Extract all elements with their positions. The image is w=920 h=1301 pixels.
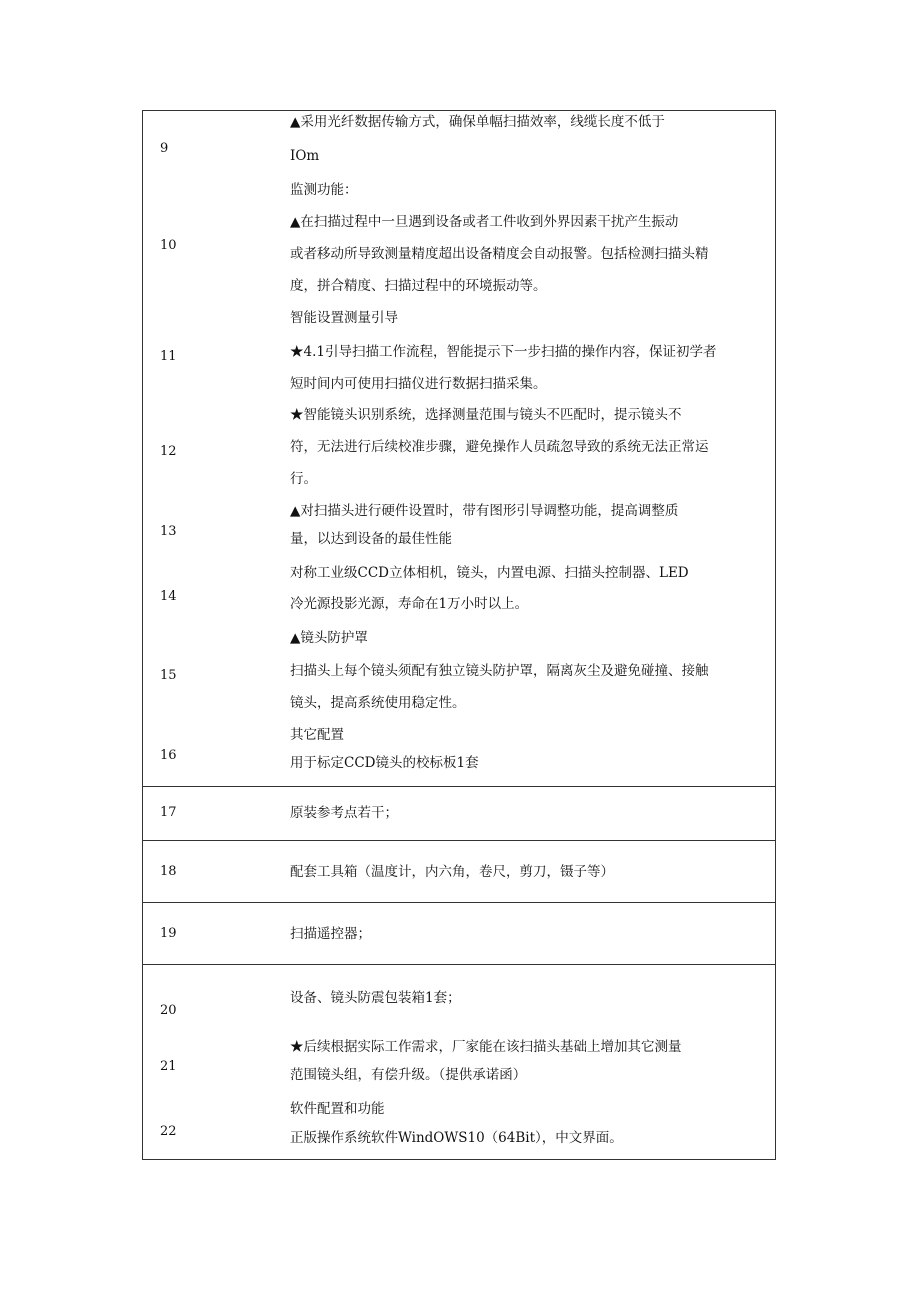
row-text-line: 符，无法进行后续校准步骤，避免操作人员疏忽导致的系统无法正常运 <box>290 439 709 455</box>
row-text-line: 量，以达到设备的最佳性能 <box>290 531 452 547</box>
row-number: 22 <box>160 1124 177 1139</box>
row-text-line: 配套工具箱（温度计，内六角，卷尺，剪刀，镊子等） <box>290 864 614 880</box>
row-text-line: ★后续根据实际工作需求，厂家能在该扫描头基础上增加其它测量 <box>290 1039 682 1055</box>
row-text-line: ▲采用光纤数据传输方式，确保单幅扫描效率，线缆长度不低于 <box>290 114 665 130</box>
row-divider <box>142 964 776 965</box>
row-text-line: 监测功能： <box>290 182 358 198</box>
row-number: 19 <box>160 926 177 941</box>
row-number: 15 <box>160 668 177 683</box>
row-text-line: 扫描遥控器； <box>290 926 371 942</box>
row-text-line: ▲在扫描过程中一旦遇到设备或者工件收到外界因素干扰产生振动 <box>290 214 679 230</box>
row-text-line: 智能设置测量引导 <box>290 310 398 326</box>
row-text-line: ▲对扫描头进行硬件设置时，带有图形引导调整功能，提高调整质 <box>290 503 679 519</box>
row-number: 21 <box>160 1059 177 1074</box>
row-text-line: 短时间内可使用扫描仪进行数据扫描采集。 <box>290 376 547 392</box>
row-number: 18 <box>160 864 177 879</box>
row-number: 12 <box>160 444 177 459</box>
row-text-line: 行。 <box>290 471 317 487</box>
row-number: 20 <box>160 1003 177 1018</box>
row-text-line: 扫描头上每个镜头须配有独立镜头防护罩，隔离灰尘及避免碰撞、接触 <box>290 663 709 679</box>
row-text-line: ▲镜头防护罩 <box>290 630 368 646</box>
row-text-line: ★4.1引导扫描工作流程，智能提示下一步扫描的操作内容，保证初学者 <box>290 344 717 360</box>
row-text-line: 正版操作系统软件WindOWS10（64Bit），中文界面。 <box>290 1130 623 1146</box>
row-text-line: 设备、镜头防震包装箱1套； <box>290 990 461 1006</box>
row-text-line: 镜头，提高系统使用稳定性。 <box>290 695 466 711</box>
row-text-line: 软件配置和功能 <box>290 1101 385 1117</box>
row-text-line: 原装参考点若干； <box>290 805 398 821</box>
row-text-line: 对称工业级CCD立体相机，镜头，内置电源、扫描头控制器、LED <box>290 565 689 581</box>
row-text-line: 或者移动所导致测量精度超出设备精度会自动报警。包括检测扫描头精 <box>290 246 709 262</box>
row-text-line: 冷光源投影光源，寿命在1万小时以上。 <box>290 596 529 612</box>
row-text-line: 其它配置 <box>290 727 344 743</box>
row-number: 17 <box>160 805 177 820</box>
row-divider <box>142 902 776 903</box>
row-number: 16 <box>160 748 177 763</box>
row-text-line: IOm <box>290 148 320 164</box>
row-number: 10 <box>160 238 177 253</box>
row-divider <box>142 786 776 787</box>
row-text-line: 范围镜头组，有偿升级。（提供承诺函） <box>290 1067 527 1083</box>
row-divider <box>142 840 776 841</box>
row-number: 9 <box>160 141 169 156</box>
row-text-line: 用于标定CCD镜头的校标板1套 <box>290 755 479 771</box>
row-number: 14 <box>160 589 177 604</box>
row-text-line: ★智能镜头识别系统，选择测量范围与镜头不匹配时，提示镜头不 <box>290 407 682 423</box>
row-number: 11 <box>160 349 177 364</box>
row-text-line: 度，拼合精度、扫描过程中的环境振动等。 <box>290 278 547 294</box>
row-number: 13 <box>160 524 177 539</box>
